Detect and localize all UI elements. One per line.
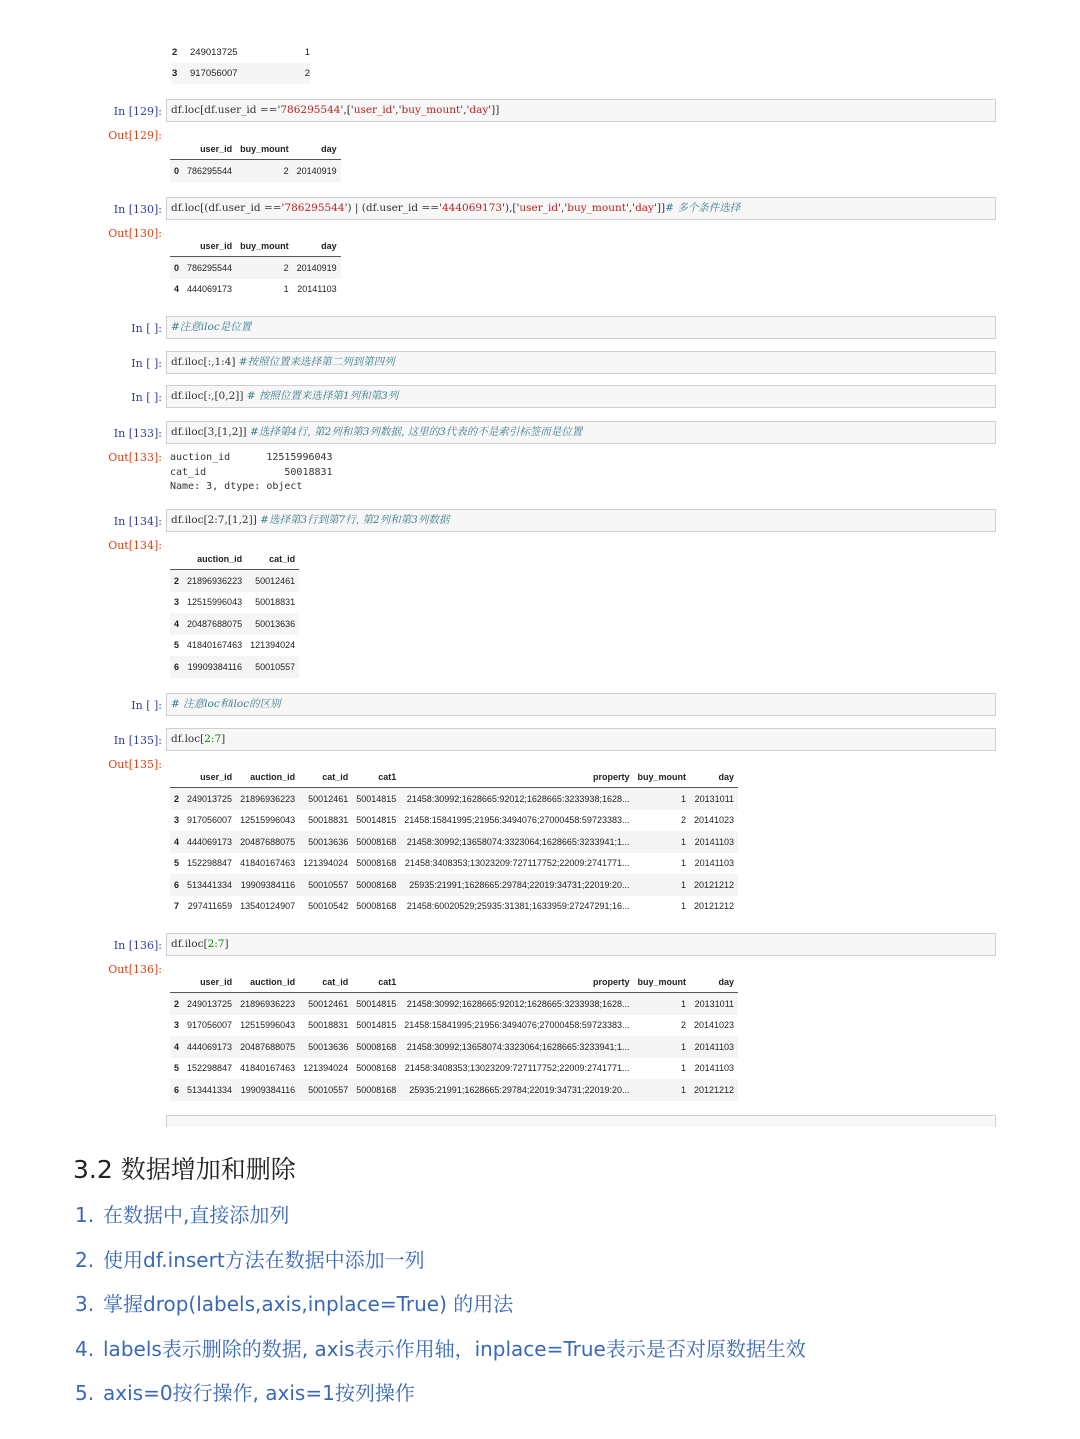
table-cell: 50010557: [299, 874, 352, 896]
table-cell: 50014815: [356, 815, 397, 826]
table-row: [170, 874, 738, 896]
table-row: [170, 993, 738, 1015]
row-index: 2: [172, 47, 178, 58]
code-cell[interactable]: [166, 933, 996, 956]
table-cell: 50013636: [246, 613, 299, 635]
table-cell: 1: [633, 1036, 690, 1058]
table-cell: 20131011: [690, 993, 738, 1015]
table-row: [170, 1036, 738, 1058]
table-cell: 21896936223: [183, 570, 246, 592]
table-cell: 50013636: [299, 831, 352, 853]
table-cell: 50008168: [356, 901, 397, 912]
row-index: 2: [170, 570, 183, 592]
code-token: '),[': [502, 202, 520, 214]
row-index: 6: [170, 1079, 183, 1101]
list-item: 5. axis=0按行操作, axis=1按列操作: [75, 1381, 415, 1405]
column-header: buy_mount: [633, 767, 690, 788]
code-token: ']]: [488, 104, 500, 116]
code-token: df.loc[(df.user_id ==': [171, 202, 285, 214]
table-cell: 20121212: [690, 874, 738, 896]
code-token: ',': [558, 202, 568, 214]
table-cell: 20141103: [297, 284, 337, 295]
table-cell: 1: [633, 788, 690, 810]
table-cell: 50012461: [299, 993, 352, 1015]
table-cell: 50018831: [308, 815, 349, 826]
table-cell: 20121212: [693, 901, 735, 912]
out-prompt: Out[129]:: [108, 129, 162, 142]
table-cell: 50008168: [356, 858, 397, 869]
table-cell: 1: [633, 831, 690, 853]
row-index: 3: [174, 1020, 180, 1031]
code-token: df.iloc[:,[0,2]]: [171, 390, 247, 402]
row-index: 6: [170, 656, 183, 678]
column-header: auction_id: [236, 767, 299, 788]
table-cell: 21896936223: [236, 788, 299, 810]
table-cell: 50010557: [299, 1079, 352, 1101]
table-cell: 917056007: [187, 1020, 233, 1031]
code-token: ',[': [340, 104, 354, 116]
table-cell: 249013725: [183, 788, 236, 810]
row-index: 5: [174, 1063, 180, 1074]
out-prompt: Out[133]:: [108, 451, 162, 464]
code-token: df.iloc[3,[1,2]]: [171, 426, 250, 438]
table-row: [170, 853, 738, 875]
row-index: 7: [174, 901, 180, 912]
table-cell: 1: [633, 1079, 690, 1101]
value-cell: 1: [304, 47, 310, 58]
row-index: 4: [170, 1036, 183, 1058]
column-header: cat_id: [299, 972, 352, 993]
table-cell: 50013636: [299, 1036, 352, 1058]
table-cell: 50018831: [308, 1020, 349, 1031]
table-row: [170, 1015, 738, 1037]
table-cell: 41840167463: [187, 640, 243, 651]
table-cell: 1: [633, 993, 690, 1015]
in-prompt: In [129]:: [113, 105, 162, 118]
table-row: [170, 635, 299, 657]
user-id-cell: 917056007: [190, 68, 238, 79]
table-cell: 121394024: [303, 858, 349, 869]
code-token: user_id: [519, 202, 559, 214]
previous-output-table: [172, 42, 310, 84]
row-index: 6: [170, 874, 183, 896]
column-header: cat_id: [299, 767, 352, 788]
out-prompt: Out[136]:: [108, 963, 162, 976]
code-token: ']]: [654, 202, 666, 214]
user-id-cell: 249013725: [190, 47, 238, 58]
table-cell: 21458:3408353;13023209:727117752;22009:2741771...: [404, 858, 630, 869]
table-cell: 41840167463: [240, 1063, 296, 1074]
table-header-row: [170, 767, 738, 788]
row-index: 4: [174, 284, 180, 295]
code-token: ',': [625, 202, 636, 214]
column-header: [170, 139, 183, 160]
code-token: day: [635, 202, 654, 214]
table-cell: 20141103: [690, 831, 738, 853]
list-item: 4. labels表示删除的数据, axis表示作用轴，inplace=True表示是否对原数据生效: [75, 1336, 806, 1361]
table-cell: 50018831: [255, 597, 296, 608]
table-cell: 19909384116: [236, 874, 299, 896]
in-prompt: In [130]:: [113, 203, 162, 216]
table-row: [172, 42, 310, 63]
table-cell: 20141103: [694, 858, 735, 869]
column-header: user_id: [183, 236, 236, 257]
table-cell: 25935:21991;1628665:29784;22019:34731;22019:20...: [400, 874, 633, 896]
row-index: 3: [172, 68, 178, 79]
row-index: 0: [170, 160, 183, 182]
code-token: ',': [392, 104, 402, 116]
table-header-row: [170, 139, 341, 160]
table-cell: 21458:3408353;13023209:727117752;22009:2741771...: [404, 1063, 630, 1074]
section-heading: 3.2 数据增加和删除: [73, 1155, 296, 1184]
code-cell[interactable]: [166, 385, 996, 408]
code-token: #选择第3行到第7行, 第2列和第3列数据: [260, 514, 450, 526]
table-row: [170, 788, 738, 810]
column-header: auction_id: [183, 549, 246, 570]
row-index: 2: [170, 993, 183, 1015]
code-token: ',': [460, 104, 470, 116]
column-header: cat1: [352, 972, 400, 993]
table-cell: 20141023: [693, 815, 735, 826]
code-token: df.iloc[2:7,[1,2]]: [171, 514, 261, 526]
column-header: user_id: [183, 767, 236, 788]
code-token: 2:7: [204, 733, 222, 745]
code-token: ') | (df.user_id ==': [344, 202, 442, 214]
table-row: [170, 613, 299, 635]
table-cell: 19909384116: [183, 656, 246, 678]
table-row: [170, 1079, 738, 1101]
column-header: [170, 236, 183, 257]
column-header: day: [690, 972, 738, 993]
table-cell: 20140919: [293, 160, 341, 182]
table-cell: 25935:21991;1628665:29784;22019:34731;22019:20...: [400, 1079, 633, 1101]
table-row: [170, 810, 738, 832]
row-index: 5: [174, 640, 180, 651]
code-token: buy_mount: [401, 104, 461, 116]
table-cell: 786295544: [183, 160, 236, 182]
list-item: 1. 在数据中,直接添加列: [75, 1203, 290, 1227]
table-cell: 1: [633, 874, 690, 896]
table-cell: 50008168: [352, 831, 400, 853]
code-token: df.iloc[:,1:4]: [171, 356, 239, 368]
in-prompt: In [ ]:: [131, 699, 162, 712]
table-cell: 2: [680, 815, 686, 826]
step-list: [75, 1197, 806, 1420]
column-header: buy_mount: [633, 972, 690, 993]
value-cell: 2: [304, 68, 310, 79]
in-prompt: In [134]:: [113, 515, 162, 528]
code-cell[interactable]: [166, 1115, 996, 1127]
list-item: 2. 使用df.insert方法在数据中添加一列: [75, 1247, 425, 1272]
output-line: cat_id 50018831: [170, 466, 333, 478]
code-token: 2:7: [207, 938, 225, 950]
row-index: 0: [170, 257, 183, 279]
output-dataframe-135: [170, 767, 738, 917]
table-row: [170, 279, 341, 301]
table-cell: 21458:30992;1628665:92012;1628665:3233938;1628...: [400, 993, 633, 1015]
code-token: #选择第4行, 第2列和第3列数据, 这里的3代表的不是索引标签而是位置: [249, 426, 583, 438]
table-cell: 12515996043: [187, 597, 243, 608]
table-cell: 1: [680, 858, 686, 869]
table-cell: 21896936223: [236, 993, 299, 1015]
code-cell[interactable]: [166, 197, 996, 220]
column-header: property: [400, 972, 633, 993]
table-row: [170, 896, 738, 918]
table-cell: 21458:60020529;25935:31381;1633959:27247291;16...: [406, 901, 630, 912]
code-token: # 注意loc和iloc的区别: [171, 698, 281, 710]
code-token: df.loc[: [171, 733, 205, 745]
table-cell: 20141023: [693, 1020, 735, 1031]
table-row: [170, 570, 299, 592]
column-header: buy_mount: [236, 236, 293, 257]
column-header: property: [400, 767, 633, 788]
table-cell: 1: [680, 1063, 686, 1074]
table-row: [170, 1058, 738, 1080]
table-cell: 2: [236, 160, 293, 182]
column-header: cat1: [352, 767, 400, 788]
table-cell: 152298847: [187, 1063, 233, 1074]
table-cell: 50010542: [308, 901, 349, 912]
table-header-row: [170, 972, 738, 993]
table-cell: 50014815: [352, 993, 400, 1015]
output-dataframe-136: [170, 972, 738, 1101]
table-cell: 20141103: [690, 1036, 738, 1058]
table-cell: 2: [236, 257, 293, 279]
code-token: #注意iloc是位置: [171, 321, 252, 333]
table-cell: 297411659: [187, 901, 233, 912]
table-cell: 444069173: [183, 1036, 236, 1058]
table-cell: 20487688075: [236, 831, 299, 853]
out-prompt: Out[130]:: [108, 227, 162, 240]
column-header: day: [690, 767, 738, 788]
table-cell: 21458:30992;1628665:92012;1628665:3233938;1628...: [400, 788, 633, 810]
table-cell: 19909384116: [236, 1079, 299, 1101]
table-cell: 513441334: [183, 874, 236, 896]
code-token: df.loc[df.user_id ==': [171, 104, 281, 116]
table-cell: 50008168: [352, 874, 400, 896]
table-cell: 13540124907: [240, 901, 296, 912]
in-prompt: In [133]:: [113, 427, 162, 440]
table-cell: 121394024: [303, 1063, 349, 1074]
table-row: [170, 592, 299, 614]
table-cell: 50014815: [352, 788, 400, 810]
code-token: # 按照位置来选择第1列和第3列: [246, 390, 399, 402]
table-cell: 12515996043: [240, 1020, 296, 1031]
code-token: 786295544: [280, 104, 341, 116]
table-cell: 50012461: [246, 570, 299, 592]
code-token: 444069173: [441, 202, 503, 214]
column-header: day: [293, 236, 341, 257]
column-header: [170, 549, 183, 570]
row-index: 5: [174, 858, 180, 869]
table-cell: 1: [283, 284, 289, 295]
column-header: user_id: [183, 139, 236, 160]
table-cell: 50008168: [356, 1063, 397, 1074]
list-item-text: 在数据中,直接添加列: [103, 1203, 290, 1227]
table-cell: 444069173: [183, 831, 236, 853]
code-token: ]: [224, 938, 229, 950]
list-item: 3. 掌握drop(labels,axis,inplace=True) 的用法: [75, 1292, 514, 1316]
table-header-row: [170, 549, 299, 570]
table-cell: 513441334: [183, 1079, 236, 1101]
code-token: 786295544: [284, 202, 345, 214]
table-row: [170, 656, 299, 678]
code-cell[interactable]: [166, 421, 996, 444]
table-cell: 50010557: [246, 656, 299, 678]
in-prompt: In [135]:: [113, 734, 162, 747]
code-token: df.iloc[: [171, 938, 208, 950]
row-index: 3: [174, 815, 180, 826]
in-prompt: In [ ]:: [131, 391, 162, 404]
table-cell: 121394024: [250, 640, 296, 651]
column-header: user_id: [183, 972, 236, 993]
table-cell: 1: [680, 901, 686, 912]
code-token: #按照位置来选择第二列到第四列: [238, 356, 395, 368]
out-prompt: Out[135]:: [108, 758, 162, 771]
table-cell: 50008168: [352, 1079, 400, 1101]
row-index: 4: [170, 831, 183, 853]
column-header: [170, 767, 183, 788]
column-header: day: [293, 139, 341, 160]
table-cell: 786295544: [183, 257, 236, 279]
table-row: [170, 257, 341, 279]
column-header: auction_id: [236, 972, 299, 993]
table-cell: 20121212: [690, 1079, 738, 1101]
list-item-text: 掌握drop(labels,axis,inplace=True) 的用法: [103, 1292, 514, 1316]
table-cell: 12515996043: [240, 815, 296, 826]
table-cell: 20487688075: [183, 613, 246, 635]
code-cell[interactable]: [166, 728, 996, 751]
table-cell: 917056007: [187, 815, 233, 826]
table-header-row: [170, 236, 341, 257]
in-prompt: In [ ]:: [131, 322, 162, 335]
code-cell[interactable]: [166, 351, 996, 374]
code-token: user_id: [353, 104, 393, 116]
table-cell: 41840167463: [240, 858, 296, 869]
table-cell: 21458:15841995;21956:3494076;27000458:59723383...: [404, 815, 630, 826]
column-header: buy_mount: [236, 139, 293, 160]
table-cell: 2: [680, 1020, 686, 1031]
table-cell: 21458:30992;13658074:3323064;1628665:3233941;1...: [400, 1036, 633, 1058]
table-cell: 20131011: [690, 788, 738, 810]
list-item-text: labels表示删除的数据, axis表示作用轴，inplace=True表示是否对原数据生效: [103, 1336, 806, 1361]
table-cell: 21458:30992;13658074:3323064;1628665:3233941;1...: [400, 831, 633, 853]
table-cell: 50014815: [356, 1020, 397, 1031]
row-index: 4: [170, 613, 183, 635]
table-cell: 152298847: [187, 858, 233, 869]
table-cell: 249013725: [183, 993, 236, 1015]
table-row: [170, 160, 341, 182]
list-item-text: 使用df.insert方法在数据中添加一列: [103, 1247, 425, 1272]
code-cell[interactable]: [166, 509, 996, 532]
table-cell: 20140919: [293, 257, 341, 279]
row-index: 3: [174, 597, 180, 608]
code-token: # 多个条件选择: [665, 202, 741, 214]
output-dataframe-130: [170, 236, 341, 300]
column-header: [170, 972, 183, 993]
output-line: Name: 3, dtype: object: [170, 481, 303, 492]
code-token: ]: [221, 733, 226, 745]
table-cell: 50008168: [352, 1036, 400, 1058]
list-item-text: axis=0按行操作, axis=1按列操作: [103, 1381, 415, 1405]
output-dataframe-129: [170, 139, 341, 182]
column-header: cat_id: [246, 549, 299, 570]
row-index: 2: [170, 788, 183, 810]
code-token: day: [469, 104, 489, 116]
table-cell: 20141103: [694, 1063, 735, 1074]
table-row: [170, 831, 738, 853]
in-prompt: In [ ]:: [131, 357, 162, 370]
table-cell: 50012461: [299, 788, 352, 810]
table-cell: 20487688075: [236, 1036, 299, 1058]
code-cell[interactable]: [166, 316, 996, 339]
code-cell[interactable]: [166, 693, 996, 716]
in-prompt: In [136]:: [113, 939, 162, 952]
out-prompt: Out[134]:: [108, 539, 162, 552]
series-output: [170, 451, 333, 495]
table-cell: 444069173: [187, 284, 233, 295]
code-token: buy_mount: [567, 202, 626, 214]
code-cell[interactable]: [166, 99, 996, 122]
table-row: [172, 63, 310, 84]
output-dataframe-134: [170, 549, 299, 678]
output-line: auction_id 12515996043: [170, 452, 333, 463]
table-cell: 21458:15841995;21956:3494076;27000458:59723383...: [404, 1020, 630, 1031]
